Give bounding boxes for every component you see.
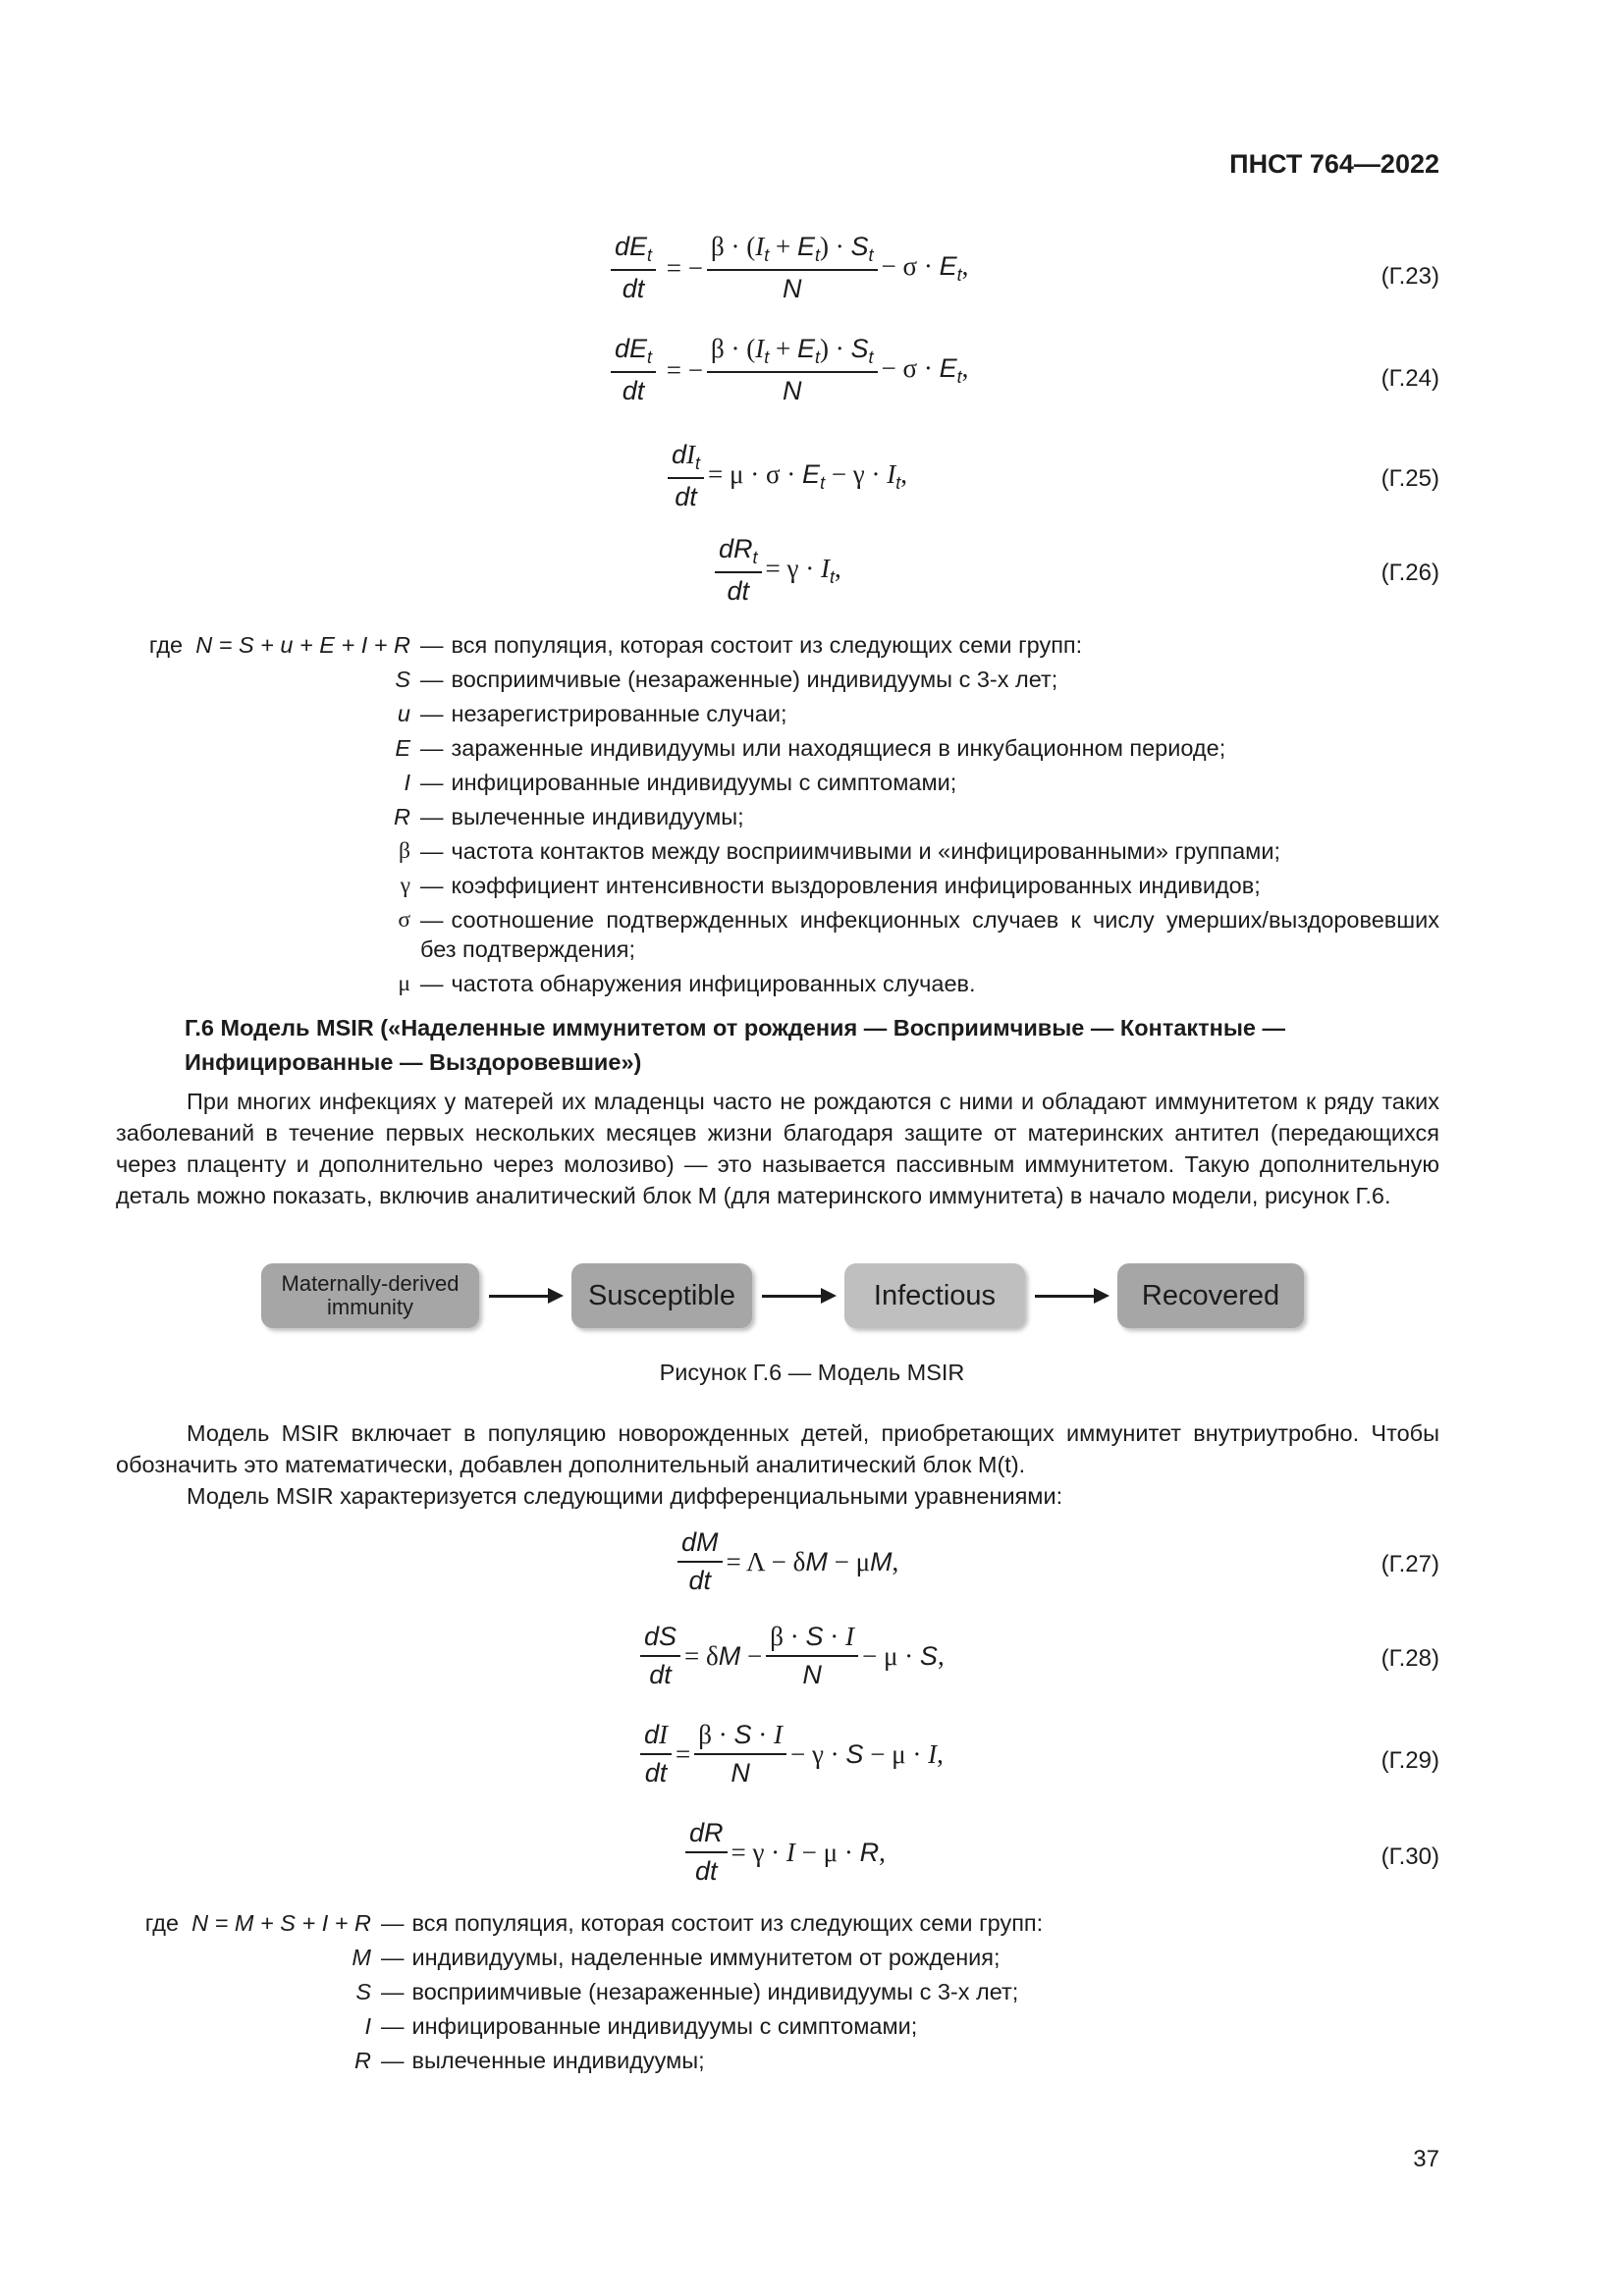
arrow-icon	[762, 1295, 823, 1298]
legend-row: σ — соотношение подтвержденных инфекционных случаев к числу умерших/выздоровевших без подтверждения;	[398, 907, 1439, 962]
arrow-icon	[489, 1295, 550, 1298]
equation-g30: $\frac{dR}{dt}$ = γ · I − μ · R,	[681, 1808, 886, 1896]
equation-number-g24: (Г.24)	[1380, 365, 1439, 392]
page-number: 37	[1413, 2146, 1439, 2172]
legend-row: E — зараженные индивидуумы или находящиеся в инкубационном периоде;	[395, 735, 1226, 761]
legend-row: S — восприимчивые (незараженные) индивидуумы с 3-х лет;	[355, 1979, 1019, 2004]
equation-number-g25: (Г.25)	[1380, 465, 1439, 492]
equation-g27: $\frac{dM}{dt}$ = Λ − δM − μM,	[674, 1518, 898, 1606]
equation-number-g26: (Г.26)	[1380, 560, 1439, 586]
legend-row: где N = S + u + E + I + R — вся популяция, которая состоит из следующих семи групп:	[148, 632, 1083, 658]
equation-g29: $\frac{dI}{dt}$ = $\frac{\beta \cdot S \cdot I}{N}$ − γ · S − μ · I,	[636, 1710, 944, 1798]
equation-g24: $\frac{dE_t}{dt}$ = − $\frac{\beta \cdot (I_t + E_t) \cdot S_t}{N}$ − $\sigma \cdot E_t$,	[607, 326, 968, 414]
body-paragraph: Модель MSIR включает в популяцию новорожденных детей, приобретающих иммунитет внутриутробно. Чтобы обозначить это математически, добавлен дополнительный аналитический блок M(t).	[116, 1420, 1439, 1477]
legend-row: β — частота контактов между восприимчивыми и «инфицированными» группами;	[399, 838, 1280, 864]
legend-row: где N = M + S + I + R — вся популяция, которая состоит из следующих семи групп:	[144, 1910, 1044, 1936]
body-paragraph: Модель MSIR характеризуется следующими дифференциальными уравнениями:	[187, 1483, 1063, 1509]
equation-g28: $\frac{dS}{dt}$ = δM − $\frac{\beta \cdot S \cdot I}{N}$ − μ · S,	[636, 1612, 945, 1700]
intro-paragraph: При многих инфекциях у матерей их младенцы часто не рождаются с ними и обладают иммунитетом к ряду таких заболеваний в течение первых нескольких месяцев жизни благодаря защите от материнских антител (передающихся через плаценту и дополнительно через молозиво) — это называется пассивным иммунитетом. Такую дополнительную деталь можно показать, включив аналитический блок M (для материнского иммунитета) в начало модели, рисунок Г.6.	[116, 1089, 1439, 1208]
diagram-box-infectious: Infectious	[844, 1263, 1025, 1328]
legend-row: u — незарегистрированные случаи;	[397, 701, 787, 726]
diagram-box-susceptible: Susceptible	[571, 1263, 752, 1328]
equation-number-g27: (Г.27)	[1380, 1551, 1439, 1577]
document-code: ПНСТ 764—2022	[1229, 149, 1439, 179]
equation-g25: $\frac{dI_t}{dt}$ = $\mu \cdot \sigma \cdot E_t - \gamma \cdot I_t$,	[664, 432, 907, 520]
equation-g23: $\frac{dE_t}{dt}$ = − $\frac{\beta \cdot (I_t + E_t) \cdot S_t}{N}$ − $\sigma \cdot E_t$,	[607, 224, 968, 312]
equation-g26: $\frac{dR_t}{dt}$ = $\gamma \cdot I_t$,	[711, 526, 841, 614]
legend-row: S — восприимчивые (незараженные) индивидуумы с 3-х лет;	[395, 667, 1058, 692]
legend-row: R — вылеченные индивидуумы;	[394, 804, 744, 829]
legend-row: γ — коэффициент интенсивности выздоровления инфицированных индивидов;	[400, 873, 1261, 898]
legend-row: M — индивидуумы, наделенные иммунитетом от рождения;	[352, 1945, 1001, 1970]
figure-caption: Рисунок Г.6 — Модель MSIR	[659, 1360, 965, 1385]
diagram-box-maternal: Maternally-derived immunity	[261, 1263, 479, 1328]
equation-number-g28: (Г.28)	[1380, 1645, 1439, 1672]
equation-number-g30: (Г.30)	[1380, 1843, 1439, 1870]
section-title: Г.6 Модель MSIR («Наделенные иммунитетом от рождения — Восприимчивые — Контактные — Инфицированные — Выздоровевшие»)	[185, 1015, 1286, 1075]
diagram-box-recovered: Recovered	[1117, 1263, 1304, 1328]
equation-number-g23: (Г.23)	[1380, 263, 1439, 290]
legend-row: I — инфицированные индивидуумы с симптомами;	[364, 2013, 918, 2039]
arrow-icon	[1035, 1295, 1096, 1298]
legend-first	[116, 628, 1439, 1001]
equation-number-g29: (Г.29)	[1380, 1747, 1439, 1774]
legend-row: μ — частота обнаружения инфицированных случаев.	[398, 971, 976, 996]
legend-row: I — инфицированные индивидуумы с симптомами;	[404, 770, 957, 795]
msir-diagram	[261, 1263, 1304, 1332]
legend-row: R — вылеченные индивидуумы;	[354, 2048, 705, 2073]
body-paragraphs	[116, 1417, 1439, 1512]
legend-second	[122, 1906, 1439, 2078]
